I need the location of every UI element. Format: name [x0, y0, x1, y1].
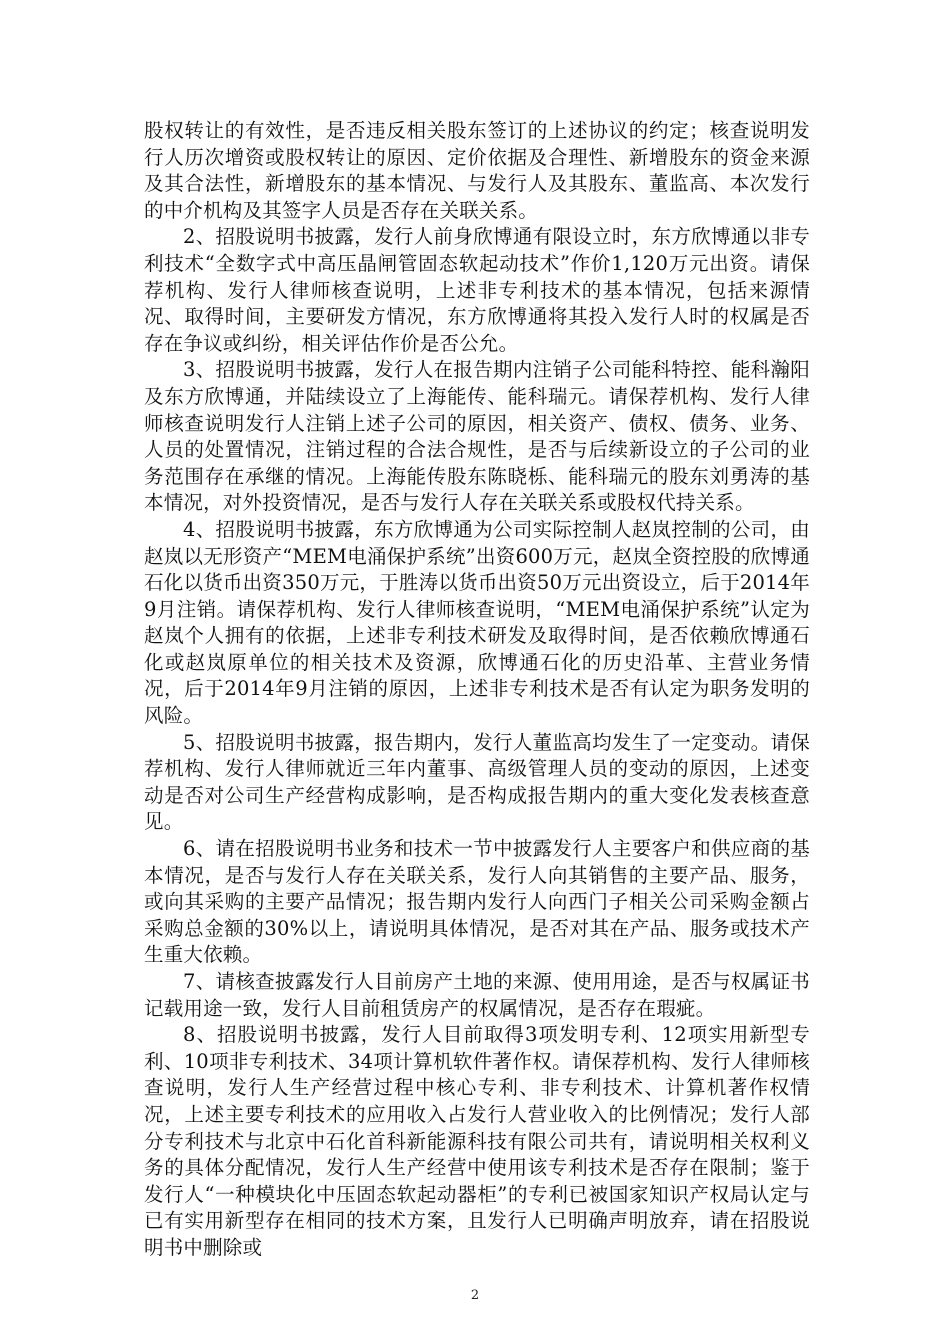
paragraph-item-3: 3、招股说明书披露，发行人在报告期内注销子公司能科特控、能科瀚阳及东方欣博通，并陆续设立了上海能传、能科瑞元。请保荐机构、发行人律师核查说明发行人注销上述子公司的原因，相关资产、债权、债务、业务、人员的处置情况，注销过程的合法合规性，是否与后续新设立的子公司的业务范围存在承继的情况。上海能传股东陈晓栎、能科瑞元的股东刘勇涛的基本情况，对外投资情况，是否与发行人存在关联关系或股权代持关系。 [144, 358, 810, 515]
paragraph-continuation: 股权转让的有效性，是否违反相关股东签订的上述协议的约定；核查说明发行人历次增资或股权转让的原因、定价依据及合理性、新增股东的资金来源及其合法性，新增股东的基本情况、与发行人及其股东、董监高、本次发行的中介机构及其签字人员是否存在关联关系。 [144, 119, 810, 222]
page-number: 2 [470, 1288, 480, 1303]
paragraph-item-7: 7、请核查披露发行人目前房产土地的来源、使用用途，是否与权属证书记载用途一致，发行人目前租赁房产的权属情况，是否存在瑕疵。 [144, 970, 810, 1020]
paragraph-item-8: 8、招股说明书披露，发行人目前取得3项发明专利、12项实用新型专利、10项非专利技术、34项计算机软件著作权。请保荐机构、发行人律师核查说明，发行人生产经营过程中核心专利、非专利技术、计算机著作权情况，上述主要专利技术的应用收入占发行人营业收入的比例情况；发行人部分专利技术与北京中石化首科新能源科技有限公司共有，请说明相关权利义务的具体分配情况，发行人生产经营中使用该专利技术是否存在限制；鉴于发行人“一种模块化中压固态软起动器柜”的专利已被国家知识产权局认定与已有实用新型存在相同的技术方案，且发行人已明确声明放弃，请在招股说明书中删除或 [144, 1023, 810, 1259]
paragraph-item-6: 6、请在招股说明书业务和技术一节中披露发行人主要客户和供应商的基本情况，是否与发行人存在关联关系，发行人向其销售的主要产品、服务，或向其采购的主要产品情况；报告期内发行人向西门子相关公司采购金额占采购总金额的30%以上，请说明具体情况，是否对其在产品、服务或技术产生重大依赖。 [144, 837, 810, 967]
paragraph-item-4: 4、招股说明书披露，东方欣博通为公司实际控制人赵岚控制的公司，由赵岚以无形资产“MEM电涌保护系统”出资600万元，赵岚全资控股的欣博通石化以货币出资350万元，于胜涛以货币出资50万元出资设立，后于2014年9月注销。请保荐机构、发行人律师核查说明，“MEM电涌保护系统”认定为赵岚个人拥有的依据，上述非专利技术研发及取得时间，是否依赖欣博通石化或赵岚原单位的相关技术及资源，欣博通石化的历史沿革、主营业务情况，后于2014年9月注销的原因，上述非专利技术是否有认定为职务发明的风险。 [144, 517, 810, 728]
paragraph-item-2: 2、招股说明书披露，发行人前身欣博通有限设立时，东方欣博通以非专利技术“全数字式中高压晶闸管固态软起动技术”作价1,120万元出资。请保荐机构、发行人律师核查说明，上述非专利技术的基本情况，包括来源情况、取得时间，主要研发方情况，东方欣博通将其投入发行人时的权属是否存在争议或纠纷，相关评估作价是否公允。 [144, 225, 810, 355]
paragraph-item-5: 5、招股说明书披露，报告期内，发行人董监高均发生了一定变动。请保荐机构、发行人律师就近三年内董事、高级管理人员的变动的原因，上述变动是否对公司生产经营构成影响，是否构成报告期内的重大变化发表核查意见。 [144, 730, 810, 834]
document-body [144, 118, 810, 1262]
